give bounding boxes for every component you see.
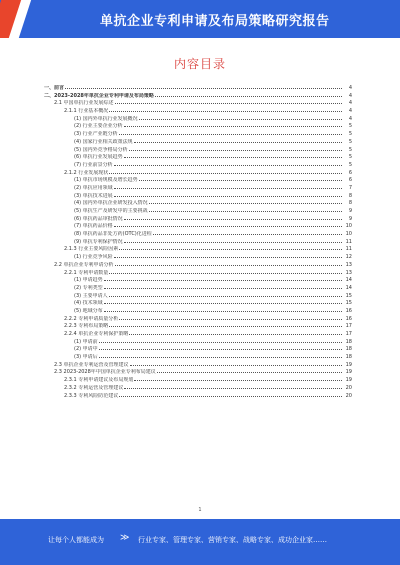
toc-entry-label: (2) 单抗应用领域 (74, 184, 113, 191)
table-of-contents (44, 84, 352, 399)
toc-leader-dots (99, 338, 342, 343)
toc-entry[interactable] (44, 184, 352, 192)
toc-leader-dots (139, 176, 342, 181)
toc-entry[interactable] (44, 146, 352, 154)
toc-entry[interactable] (44, 192, 352, 200)
toc-leader-dots (124, 238, 342, 243)
toc-entry-label: 2.2.4 单抗企业专利保护策略 (64, 331, 129, 337)
toc-entry[interactable] (44, 238, 352, 246)
toc-entry[interactable] (44, 361, 352, 369)
toc-entry-page: 11 (345, 238, 352, 245)
toc-entry-page: 10 (345, 231, 352, 238)
toc-entry-label: (1) 单抗市场规模及增长趋势 (74, 177, 138, 184)
toc-entry[interactable] (44, 230, 352, 238)
toc-entry[interactable] (44, 138, 352, 146)
toc-leader-dots (109, 107, 342, 112)
toc-entry-label: 2.3 单抗企业专利运营及管理建议 (54, 361, 129, 368)
toc-entry-label: 2.1 中国单抗行业发展综述 (54, 100, 114, 107)
toc-entry-label: (7) 行业前景分析 (74, 161, 113, 168)
toc-entry[interactable] (44, 130, 352, 138)
toc-entry-page: 18 (345, 346, 352, 353)
toc-entry-page: 14 (345, 277, 352, 284)
toc-entry-page: 18 (345, 338, 352, 345)
toc-entry[interactable] (44, 353, 352, 361)
toc-entry-page: 16 (345, 307, 352, 314)
toc-entry-label: (4) 国内外单抗企业研发投入情况 (74, 200, 148, 207)
toc-leader-dots (114, 192, 342, 197)
toc-entry[interactable] (44, 299, 352, 307)
toc-entry[interactable] (44, 207, 352, 215)
toc-entry-label: (3) 主要申请人 (74, 292, 108, 299)
toc-entry-label: (2) 专利类型 (74, 284, 103, 291)
toc-entry[interactable] (44, 261, 352, 269)
toc-entry[interactable] (44, 169, 352, 177)
toc-entry-page: 19 (345, 377, 352, 384)
toc-leader-dots (115, 99, 342, 104)
toc-entry[interactable] (44, 338, 352, 346)
toc-entry-label: 2.2.2 专利申请质量分析 (64, 315, 119, 322)
toc-entry-page: 5 (348, 146, 352, 153)
toc-entry-page: 4 (348, 108, 352, 115)
toc-entry-page: 4 (348, 85, 352, 91)
toc-entry[interactable] (44, 153, 352, 161)
toc-leader-dots (99, 345, 342, 350)
toc-leader-dots (124, 122, 342, 127)
toc-entry-page: 10 (345, 223, 352, 230)
toc-entry-label: (1) 行业竞争风险 (74, 254, 113, 261)
toc-leader-dots (119, 392, 342, 397)
toc-entry[interactable] (44, 199, 352, 207)
toc-entry[interactable] (44, 330, 352, 338)
toc-entry-page: 20 (345, 392, 352, 399)
toc-leader-dots (104, 276, 342, 281)
toc-entry-label: (3) 行业产业链分析 (74, 131, 118, 138)
toc-entry-label: (1) 国内外单抗行业发展概况 (74, 115, 138, 122)
toc-entry-label: 2.3 2023-2028年中国单抗企业专利布局建议 (54, 369, 156, 376)
toc-entry-label: 2.2.1 专利申请数量 (64, 269, 109, 276)
footer-slogan-left: 让每个人都能成为 (48, 536, 104, 544)
toc-entry-label: 2.1.3 行业主要风险因素 (64, 246, 119, 253)
toc-entry-page: 5 (348, 131, 352, 138)
toc-leader-dots (109, 292, 342, 297)
toc-entry-label: (8) 单抗药品非处方药(OTC)化进程 (74, 231, 152, 238)
toc-entry-label: (6) 单抗行业发展趋势 (74, 154, 123, 161)
toc-entry-page: 17 (345, 323, 352, 330)
toc-entry-label: (6) 单抗药品审批情况 (74, 215, 123, 222)
footer-banner (0, 519, 400, 565)
toc-leader-dots (114, 161, 342, 166)
toc-entry-page: 4 (348, 92, 352, 99)
footer-slogan-right: 行业专家、管理专家、营销专家、战略专家、成功企业家…… (138, 536, 327, 544)
toc-entry-label: (1) 申请前 (74, 338, 98, 345)
toc-entry-label: (7) 单抗药品价格 (74, 223, 113, 230)
toc-entry-page: 4 (348, 100, 352, 107)
toc-entry-label: 2.3.1 专利申请建议及布局规划 (64, 377, 134, 384)
toc-entry-page: 8 (348, 200, 352, 207)
toc-leader-dots (124, 215, 342, 220)
toc-leader-dots (130, 361, 342, 366)
header-banner (0, 0, 400, 38)
toc-entry-page: 9 (348, 215, 352, 222)
toc-entry-page: 15 (345, 292, 352, 299)
toc-leader-dots (114, 222, 342, 227)
toc-entry-page: 11 (345, 246, 352, 253)
toc-entry[interactable] (44, 122, 352, 130)
toc-entry[interactable] (44, 99, 352, 107)
toc-leader-dots (124, 153, 342, 158)
toc-entry-page: 20 (345, 384, 352, 391)
toc-leader-dots (139, 115, 342, 120)
toc-entry[interactable] (44, 269, 352, 277)
toc-entry-page: 6 (348, 177, 352, 184)
toc-leader-dots (114, 253, 342, 258)
toc-leader-dots (65, 84, 342, 89)
toc-entry-page: 4 (348, 115, 352, 122)
toc-entry-label: 一、前言 (44, 85, 65, 91)
toc-entry-label: (5) 单抗生产及研发中的主要挑战 (74, 208, 148, 214)
toc-entry-page: 5 (348, 123, 352, 130)
toc-entry[interactable] (44, 315, 352, 323)
toc-entry[interactable] (44, 392, 352, 400)
toc-entry-label: (4) 国家行业相关政策法规 (74, 138, 133, 145)
toc-entry[interactable] (44, 345, 352, 353)
toc-entry-page: 13 (345, 269, 352, 276)
toc-entry-label: (4) 技术领域 (74, 300, 103, 307)
toc-leader-dots (114, 184, 342, 189)
toc-entry-label: 2.2 单抗企业专利申请分析 (54, 261, 114, 268)
toc-entry-label: (2) 申请中 (74, 346, 98, 353)
toc-leader-dots (115, 261, 342, 266)
toc-entry[interactable] (44, 384, 352, 392)
toc-entry-label: (9) 单抗专利保护情况 (74, 238, 123, 245)
toc-leader-dots (109, 322, 342, 327)
toc-entry[interactable] (44, 253, 352, 261)
toc-leader-dots (129, 330, 342, 335)
toc-entry-page: 13 (345, 261, 352, 268)
toc-leader-dots (104, 299, 342, 304)
toc-leader-dots (109, 269, 342, 274)
toc-entry-label: 2.3.2 专利运营及管理建议 (64, 384, 124, 391)
toc-leader-dots (157, 368, 342, 373)
toc-entry-page: 6 (348, 169, 352, 176)
toc-entry-page: 16 (345, 315, 352, 322)
toc-entry[interactable] (44, 222, 352, 230)
toc-entry[interactable] (44, 276, 352, 284)
page-number: 1 (198, 507, 202, 513)
toc-entry-page: 15 (345, 300, 352, 307)
toc-entry-page: 7 (348, 184, 352, 191)
toc-leader-dots (119, 315, 342, 320)
toc-entry[interactable] (44, 107, 352, 115)
toc-entry-label: (5) 地域分布 (74, 307, 103, 314)
toc-entry[interactable] (44, 215, 352, 223)
toc-entry-label: 二、2023-2028年单抗企业专利申请及布局策略 (44, 92, 154, 99)
toc-entry-label: (3) 单抗技术进展 (74, 192, 113, 199)
toc-entry-label: 2.1.1 行业基本概况 (64, 108, 109, 115)
toc-entry[interactable] (44, 115, 352, 123)
toc-leader-dots (134, 376, 342, 381)
toc-entry[interactable] (44, 376, 352, 384)
toc-entry[interactable] (44, 161, 352, 169)
toc-entry-page: 8 (348, 192, 352, 199)
toc-entry-page: 14 (345, 284, 352, 291)
toc-entry[interactable] (44, 307, 352, 315)
toc-entry-page: 5 (348, 138, 352, 145)
toc-leader-dots (149, 199, 342, 204)
toc-entry-page: 9 (348, 208, 352, 214)
toc-entry-label: 2.1.2 行业发展现状 (64, 169, 109, 176)
toc-entry-page: 5 (348, 161, 352, 168)
toc-entry[interactable] (44, 284, 352, 292)
toc-entry-label: (3) 申请后 (74, 354, 98, 361)
toc-entry[interactable] (44, 84, 352, 92)
toc-entry-page: 18 (345, 354, 352, 361)
toc-entry-page: 5 (348, 154, 352, 161)
toc-leader-dots (119, 245, 342, 250)
toc-entry-page: 19 (345, 369, 352, 376)
toc-leader-dots (109, 169, 342, 174)
toc-entry-page: 17 (345, 331, 352, 337)
toc-entry[interactable] (44, 92, 352, 100)
report-title: 单抗企业专利申请及布局策略研究报告 (100, 14, 330, 29)
toc-leader-dots (99, 353, 342, 358)
double-arrow-icon: ≫ (120, 533, 130, 543)
toc-leader-dots (119, 130, 342, 135)
toc-leader-dots (153, 230, 342, 235)
toc-leader-dots (124, 384, 342, 389)
toc-leader-dots (104, 284, 342, 289)
toc-entry-label: 2.3.3 专利风险防范建议 (64, 392, 119, 399)
toc-heading: 内容目录 (173, 57, 226, 71)
toc-entry[interactable] (44, 368, 352, 376)
toc-entry-page: 19 (345, 361, 352, 368)
toc-entry-label: (1) 申请趋势 (74, 277, 103, 284)
toc-entry[interactable] (44, 245, 352, 253)
toc-entry[interactable] (44, 176, 352, 184)
toc-entry-page: 12 (345, 254, 352, 261)
toc-entry-label: (2) 行业主要企业分析 (74, 123, 123, 130)
toc-leader-dots (134, 138, 342, 143)
toc-entry-label: (5) 国内外竞争格局分析 (74, 146, 128, 153)
toc-entry[interactable] (44, 292, 352, 300)
toc-entry[interactable] (44, 322, 352, 330)
toc-leader-dots (155, 92, 342, 97)
toc-leader-dots (149, 207, 342, 212)
toc-entry-label: 2.2.3 专利布局策略 (64, 323, 109, 330)
toc-leader-dots (104, 307, 342, 312)
toc-leader-dots (129, 146, 342, 151)
